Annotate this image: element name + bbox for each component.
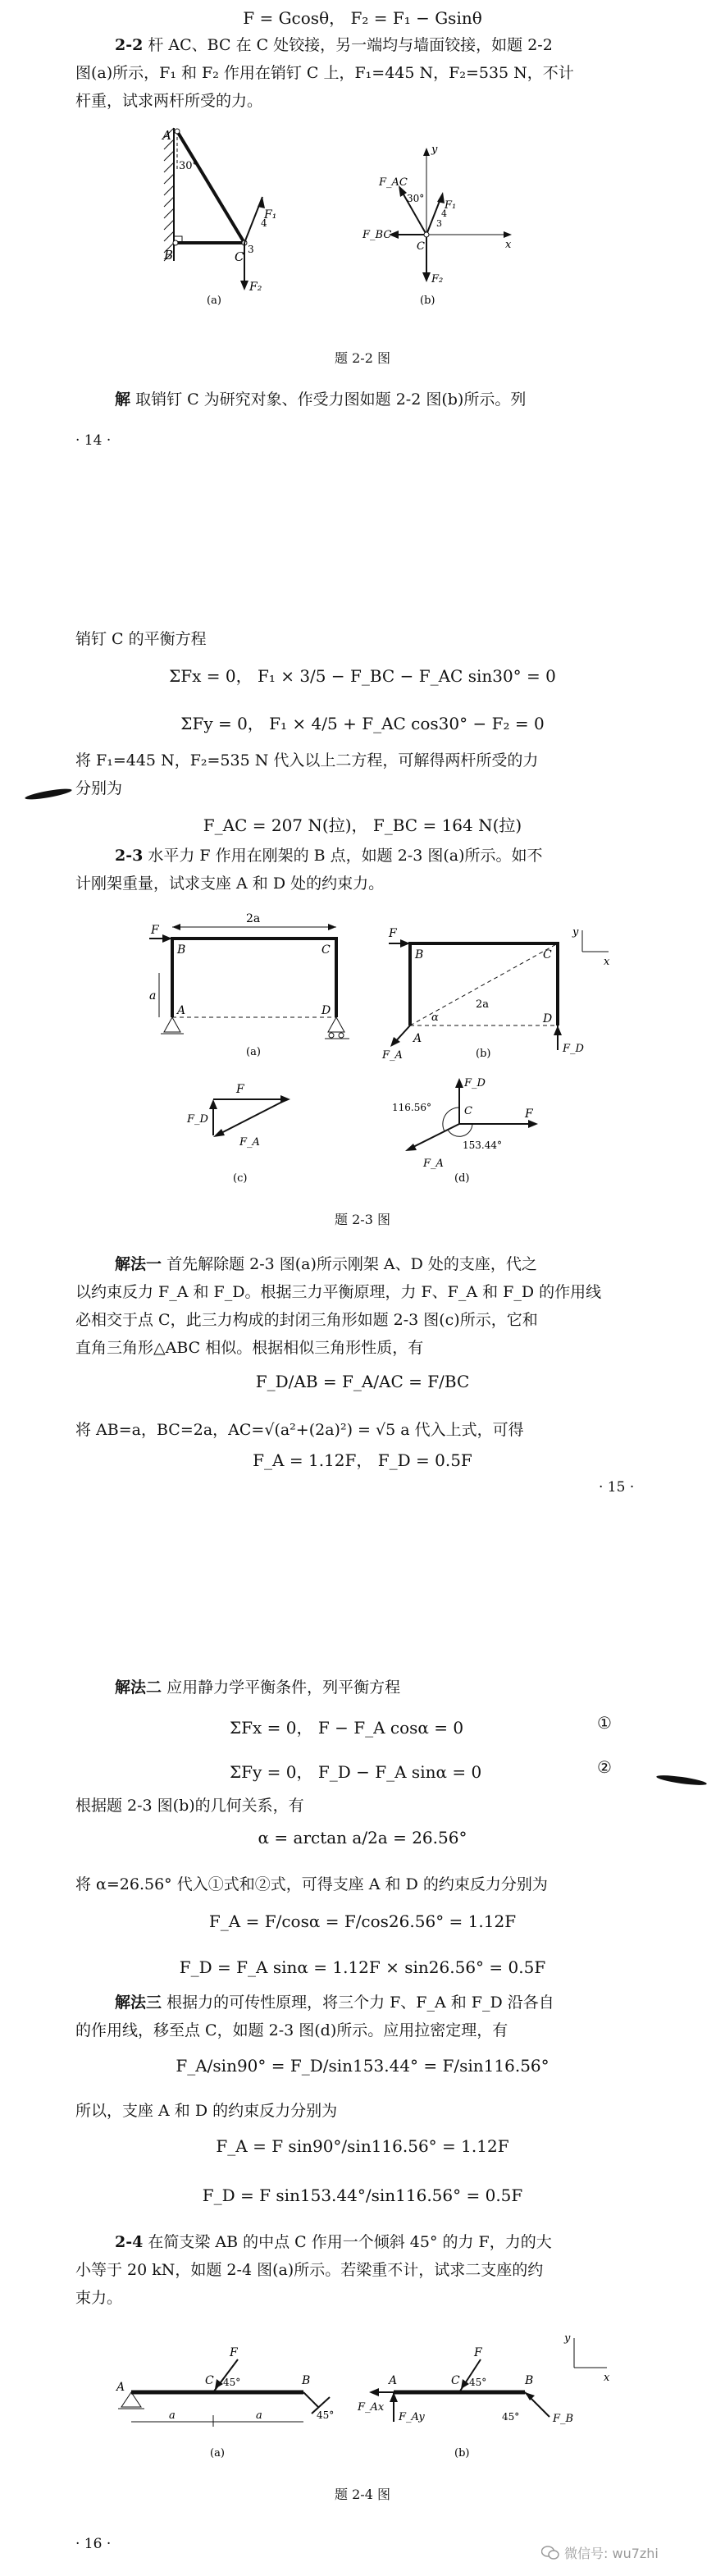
figure-2-2 (156, 121, 582, 310)
method1-label: 解法一 (115, 1255, 162, 1273)
axis-y-arrow (423, 148, 430, 156)
label-2a-b: 2a (476, 998, 490, 1011)
method3-so: 所以，支座 A 和 D 的约束反力分别为 (75, 2102, 338, 2120)
label-a-b: A (413, 1032, 422, 1045)
rod-ac (177, 131, 244, 243)
problem-2-4-line1 (115, 2228, 552, 2256)
substitution-line1: 将 F₁=445 N，F₂=535 N 代入以上二方程，可解得两杆所受的力 (75, 751, 539, 770)
watermark (541, 2543, 659, 2562)
label-f-c: F (236, 1083, 244, 1096)
label-4-b: 4 (441, 208, 447, 219)
problem-number: 2-3 (115, 847, 144, 865)
sub-b: (b) (454, 2447, 470, 2460)
force-f1-b-arrowhead (437, 192, 445, 203)
label-2a: 2a (246, 912, 261, 925)
label-y-2-4: y (564, 2332, 571, 2345)
similar-triangle-ratio: F_D/AB = F_A/AC = F/BC (255, 1372, 470, 1391)
sub-a: (a) (246, 1046, 261, 1058)
label-fa-d: F_A (423, 1158, 444, 1170)
substitution-line2: 分别为 (75, 779, 123, 797)
label-alpha: α (431, 1012, 439, 1024)
method3-text: 根据力的可传性原理，将三个力 F、F_A 和 F_D 沿各自 (166, 1994, 554, 2012)
label-y-b: y (572, 926, 579, 939)
problem-text: 水平力 F 作用在刚架的 B 点，如题 2-3 图(a)所示。如不 (148, 847, 543, 865)
equation-sum-fy: ΣFy = 0， F₁ × 4/5 + F_AC cos30° − F₂ = 0 (180, 714, 545, 733)
label-45-b: 45° (469, 2377, 487, 2388)
frame-a (172, 939, 336, 1017)
problem-2-2-line2: 图(a)所示，F₁ 和 F₂ 作用在销钉 C 上，F₁=445 N，F₂=535 N，不计 (75, 64, 574, 82)
figure-2-3-bottom (164, 1066, 590, 1198)
label-b-b: B (525, 2374, 534, 2387)
label-dim-a1: a (169, 2409, 176, 2422)
label-a-b: A (389, 2374, 398, 2387)
figure-2-4-drawing (115, 2318, 623, 2466)
solution-2-2-intro (115, 386, 526, 413)
problem-2-3-line1 (115, 842, 543, 870)
wechat-icon (541, 2546, 559, 2560)
wall-hatch (164, 128, 174, 261)
sub-b: (b) (420, 295, 435, 307)
problem-number: 2-2 (115, 36, 144, 54)
method3-line2: 的作用线，移至点 C，如题 2-3 图(d)所示。应用拉密定理，有 (75, 2021, 508, 2039)
triangle-fa (217, 1099, 287, 1135)
label-c: C (321, 943, 331, 957)
label-c-b: C (543, 948, 552, 961)
pin-b (173, 240, 178, 245)
label-d: D (321, 1004, 331, 1017)
label-f-a: F (230, 2346, 238, 2359)
method3-label: 解法三 (115, 1994, 162, 2012)
label-f1-b: F₁ (445, 199, 457, 212)
method1-line4: 直角三角形△ABC 相似。根据相似三角形性质，有 (75, 1339, 424, 1357)
problem-2-2-line1 (115, 31, 553, 59)
method2-text: 应用静力学平衡条件，列平衡方程 (166, 1679, 401, 1697)
eq2-tag: ② (597, 1757, 612, 1777)
page-number-16: · 16 · (75, 2536, 112, 2552)
watermark-text: 微信号: wu7zhi (564, 2546, 659, 2561)
label-d-b: D (543, 1012, 553, 1025)
label-fac: F_AC (379, 176, 408, 189)
figure-2-3-top-drawing (139, 902, 615, 1062)
label-fbc: F_BC (362, 229, 392, 241)
label-fa-b: F_A (382, 1049, 403, 1062)
solution-label: 解 (115, 391, 131, 409)
pin-c-b (424, 232, 429, 237)
solution-text: 取销钉 C 为研究对象、作受力图如题 2-2 图(b)所示。列 (135, 391, 527, 409)
label-dim-a2: a (256, 2409, 262, 2422)
figure-2-2-caption: 题 2-2 图 (335, 350, 390, 366)
label-x: x (505, 239, 512, 251)
label-4: 4 (261, 217, 267, 229)
label-a-dim: a (149, 989, 157, 1003)
method2-eq1: ΣFx = 0， F − F_A cosα = 0 (230, 1718, 464, 1738)
force-f1-b (426, 197, 441, 235)
problem-2-2-line3: 杆重，试求两杆所受的力。 (75, 92, 263, 110)
method2-eq2: ΣFy = 0， F_D − F_A sinα = 0 (230, 1762, 482, 1782)
method2-fa: F_A = F/cosα = F/cos26.56° = 1.12F (208, 1911, 517, 1931)
label-45-support: 45° (317, 2409, 335, 2421)
sub-d: (d) (454, 1172, 470, 1185)
scan-mark (656, 1774, 708, 1788)
method1-text: 首先解除题 2-3 图(a)所示刚架 A、D 处的支座，代之 (166, 1255, 537, 1273)
equation-sum-fx: ΣFx = 0， F₁ × 3/5 − F_BC − F_AC sin30° = 0 (169, 666, 556, 686)
problem-2-4-line3: 束力。 (75, 2289, 123, 2307)
support-a-pin (121, 2392, 141, 2407)
method3-line1 (115, 1989, 554, 2016)
method2-fd: F_D = F_A sinα = 1.12F × sin26.56° = 0.5F (179, 1957, 546, 1977)
label-c-b: C (417, 240, 425, 253)
label-45-a: 45° (223, 2377, 241, 2388)
method1-line1 (115, 1250, 537, 1278)
method3-fd: F_D = F sin153.44°/sin116.56° = 0.5F (202, 2185, 523, 2205)
method2-intro (115, 1674, 400, 1701)
label-f-b: F (389, 927, 397, 940)
scan-mark (25, 787, 73, 802)
label-f2: F₂ (249, 281, 262, 294)
support-d (328, 1017, 344, 1032)
method2-label: 解法二 (115, 1679, 162, 1697)
label-f-b: F (474, 2346, 482, 2359)
sub-b: (b) (476, 1048, 491, 1060)
figure-2-3-bottom-drawing (164, 1066, 590, 1198)
page-number-15: · 15 · (599, 1479, 635, 1496)
label-3-b: 3 (436, 218, 442, 229)
method2-substitution: 将 α=26.56° 代入①式和②式，可得支座 A 和 D 的约束反力分别为 (75, 1875, 548, 1893)
label-x-2-4: x (604, 2372, 610, 2384)
support-b-link (303, 2392, 318, 2407)
label-f: F (151, 924, 159, 937)
axis-x-arrow (504, 231, 512, 238)
method1-line2: 以约束反力 F_A 和 F_D。根据三力平衡原理，力 F、F_A 和 F_D 的作用线 (75, 1283, 602, 1301)
label-a: A (162, 128, 171, 143)
label-fd-c: F_D (187, 1113, 208, 1126)
force-fa-d (410, 1124, 459, 1149)
label-f2-b: F₂ (431, 273, 444, 285)
figure-2-2-drawing (156, 121, 582, 310)
label-3: 3 (248, 244, 254, 255)
method3-fa: F_A = F sin90°/sin116.56° = 1.12F (216, 2136, 509, 2156)
lami-equation: F_A/sin90° = F_D/sin153.44° = F/sin116.56° (176, 2056, 549, 2076)
label-b: B (164, 248, 174, 263)
figure-2-4-caption: 题 2-4 图 (335, 2487, 390, 2502)
label-b-b: B (415, 948, 424, 961)
label-fay: F_Ay (399, 2411, 425, 2423)
label-c: C (235, 249, 244, 264)
force-f2-a-arrowhead (240, 281, 249, 290)
equilibrium-intro: 销钉 C 的平衡方程 (75, 630, 207, 648)
label-fa-c: F_A (239, 1136, 260, 1149)
problem-2-4-line2: 小等于 20 kN，如题 2-4 图(a)所示。若梁重不计，试求二支座的约 (75, 2261, 544, 2279)
label-a-a: A (116, 2381, 125, 2394)
top-equation: F = Gcosθ， F₂ = F₁ − Gsinθ (243, 8, 482, 28)
label-fb: F_B (553, 2413, 574, 2425)
alpha-equation: α = arctan a/2a = 26.56° (258, 1828, 467, 1848)
method1-substitution: 将 AB=a，BC=2a，AC=√(a²+(2a)²) = √5 a 代入上式，可得 (75, 1421, 524, 1439)
label-f-d: F (525, 1108, 533, 1121)
eq1-tag: ① (597, 1713, 612, 1733)
label-a-point: A (177, 1004, 186, 1017)
label-fd-b: F_D (563, 1043, 584, 1055)
label-15344: 153.44° (463, 1140, 502, 1151)
method2-geometry: 根据题 2-3 图(b)的几何关系，有 (75, 1797, 304, 1815)
label-c-a: C (205, 2374, 214, 2387)
sub-a: (a) (207, 295, 221, 307)
label-f1: F₁ (264, 208, 277, 222)
support-a (164, 1017, 180, 1032)
label-30deg-b: 30° (407, 193, 425, 204)
figure-2-3-caption: 题 2-3 图 (335, 1212, 390, 1227)
method1-result: F_A = 1.12F， F_D = 0.5F (253, 1450, 472, 1470)
problem-text: 杆 AC、BC 在 C 处铰接，另一端均与墙面铰接，如题 2-2 (148, 36, 553, 54)
label-45-fb: 45° (502, 2411, 520, 2423)
problem-2-3-line2: 计刚架重量，试求支座 A 和 D 处的约束力。 (75, 875, 385, 893)
page-number-14: · 14 · (75, 432, 112, 449)
label-x-b: x (604, 956, 610, 968)
result-2-2: F_AC = 207 N(拉)， F_BC = 164 N(拉) (203, 815, 522, 835)
label-fd-d: F_D (464, 1077, 486, 1089)
figure-2-3-top (139, 902, 615, 1062)
label-30deg: 30° (179, 160, 198, 172)
problem-text: 在简支梁 AB 的中点 C 作用一个倾斜 45° 的力 F，力的大 (148, 2233, 552, 2251)
label-y: y (431, 144, 438, 156)
label-c-d: C (464, 1105, 472, 1117)
label-11656: 116.56° (392, 1102, 431, 1113)
sub-a: (a) (210, 2447, 225, 2460)
method1-line3: 必相交于点 C，此三力构成的封闭三角形如题 2-3 图(c)所示，它和 (75, 1311, 538, 1329)
label-b-a: B (302, 2374, 311, 2387)
sub-c: (c) (233, 1172, 248, 1185)
figure-2-4 (115, 2318, 623, 2466)
problem-number: 2-4 (115, 2233, 144, 2251)
pin-a (175, 129, 180, 134)
label-b: B (177, 943, 186, 957)
force-f2-b-arrowhead (422, 272, 431, 282)
label-c-b: C (451, 2374, 460, 2387)
label-fax: F_Ax (358, 2401, 385, 2414)
